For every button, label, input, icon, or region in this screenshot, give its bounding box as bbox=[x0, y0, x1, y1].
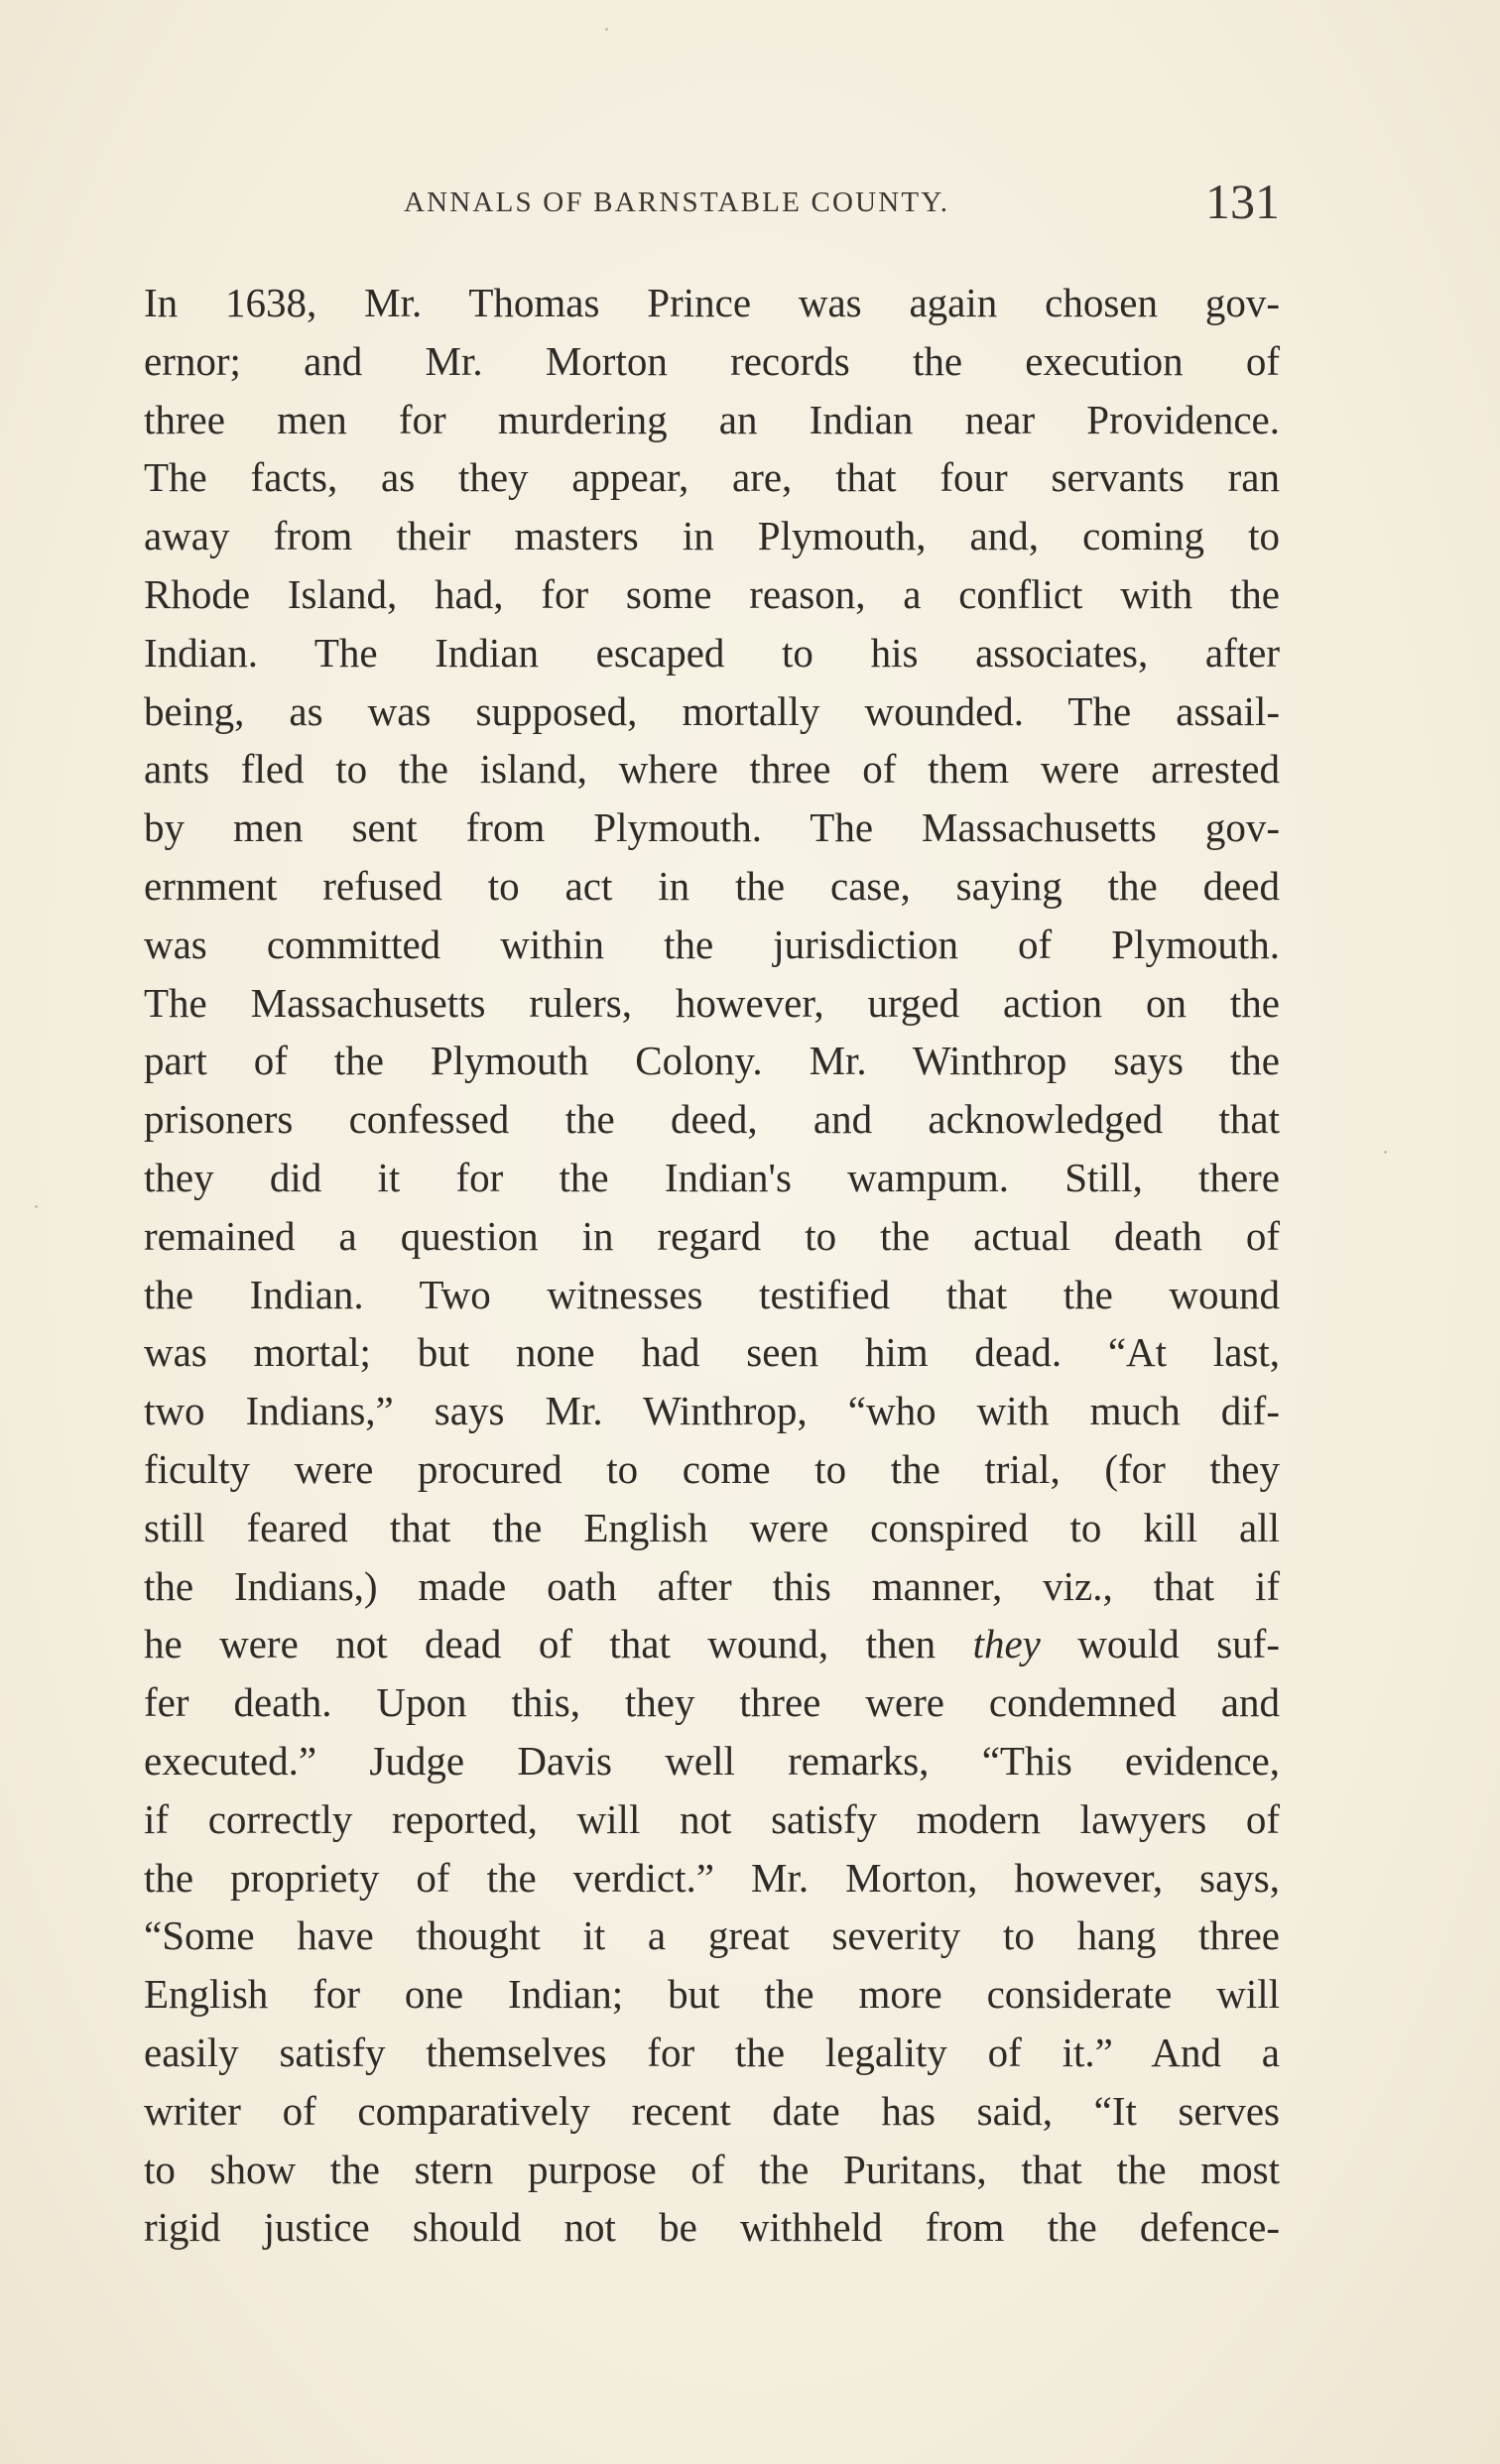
text-line: if correctly reported, will not satisfy modern lawyers of bbox=[144, 1795, 1280, 1842]
text-line: rigid justice should not be withheld from the defence- bbox=[144, 2204, 1280, 2251]
text-line: ficulty were procured to come to the trial, (for they bbox=[144, 1445, 1280, 1492]
text-line: the Indian. Two witnesses testified that the wound bbox=[144, 1271, 1280, 1317]
text-line: by men sent from Plymouth. The Massachusetts gov- bbox=[144, 804, 1280, 851]
italic-emphasis: they bbox=[972, 1621, 1041, 1667]
text-line: the Indians,) made oath after this manner, viz., that if bbox=[144, 1562, 1280, 1609]
text-line: In 1638, Mr. Thomas Prince was again chosen gov- bbox=[144, 280, 1280, 325]
text-line: Indian. The Indian escaped to his associates, after bbox=[144, 629, 1280, 676]
text-line: the propriety of the verdict.” Mr. Morton, however, says, bbox=[144, 1854, 1280, 1901]
text-line: being, as was supposed, mortally wounded. The assail- bbox=[144, 687, 1280, 734]
paper-fleck bbox=[1384, 1151, 1387, 1154]
text-line: three men for murdering an Indian near Providence. bbox=[144, 396, 1280, 442]
text-line: remained a question in regard to the actual death of bbox=[144, 1212, 1280, 1259]
text-line: part of the Plymouth Colony. Mr. Winthrop says the bbox=[144, 1038, 1280, 1084]
text-line: “Some have thought it a great severity to hang three bbox=[144, 1912, 1280, 1959]
text-segment: would suf- bbox=[1040, 1621, 1280, 1667]
text-segment: he were not dead of that wound, then bbox=[144, 1621, 973, 1667]
text-line: fer death. Upon this, they three were condemned and bbox=[144, 1679, 1280, 1726]
paper-fleck bbox=[35, 1205, 38, 1208]
text-line: prisoners confessed the deed, and acknowledged that bbox=[144, 1096, 1280, 1143]
text-line: easily satisfy themselves for the legality of it.” And a bbox=[144, 2029, 1280, 2075]
running-head bbox=[144, 174, 1280, 229]
text-line: English for one Indian; but the more considerate will bbox=[144, 1971, 1280, 2018]
text-line: still feared that the English were conspired to kill all bbox=[144, 1504, 1280, 1550]
text-line: The Massachusetts rulers, however, urged action on the bbox=[144, 979, 1280, 1026]
text-line: ants fled to the island, where three of them were arrested bbox=[144, 746, 1280, 793]
text-line bbox=[144, 1615, 1280, 1673]
text-line: to show the stern purpose of the Puritans, that the most bbox=[144, 2146, 1280, 2192]
text-line: was mortal; but none had seen him dead. “At last, bbox=[144, 1329, 1280, 1376]
text-line: they did it for the Indian's wampum. Still, there bbox=[144, 1154, 1280, 1200]
text-line: ernment refused to act in the case, saying the deed bbox=[144, 862, 1280, 909]
text-line: executed.” Judge Davis well remarks, “This evidence, bbox=[144, 1737, 1280, 1784]
text-line: ernor; and Mr. Morton records the execution of bbox=[144, 337, 1280, 384]
paper-fleck bbox=[605, 28, 608, 31]
text-line: writer of comparatively recent date has said, “It serves bbox=[144, 2087, 1280, 2134]
text-line: was committed within the jurisdiction of Plymouth. bbox=[144, 921, 1280, 967]
text-line: two Indians,” says Mr. Winthrop, “who with much dif- bbox=[144, 1388, 1280, 1434]
text-line: away from their masters in Plymouth, and, coming to bbox=[144, 513, 1280, 559]
body-text bbox=[144, 274, 1280, 2257]
text-line: Rhode Island, had, for some reason, a conflict with the bbox=[144, 570, 1280, 617]
page-number: 131 bbox=[1205, 174, 1280, 229]
text-line: The facts, as they appear, are, that four servants ran bbox=[144, 454, 1280, 501]
running-title: ANNALS OF BARNSTABLE COUNTY. bbox=[404, 186, 950, 218]
